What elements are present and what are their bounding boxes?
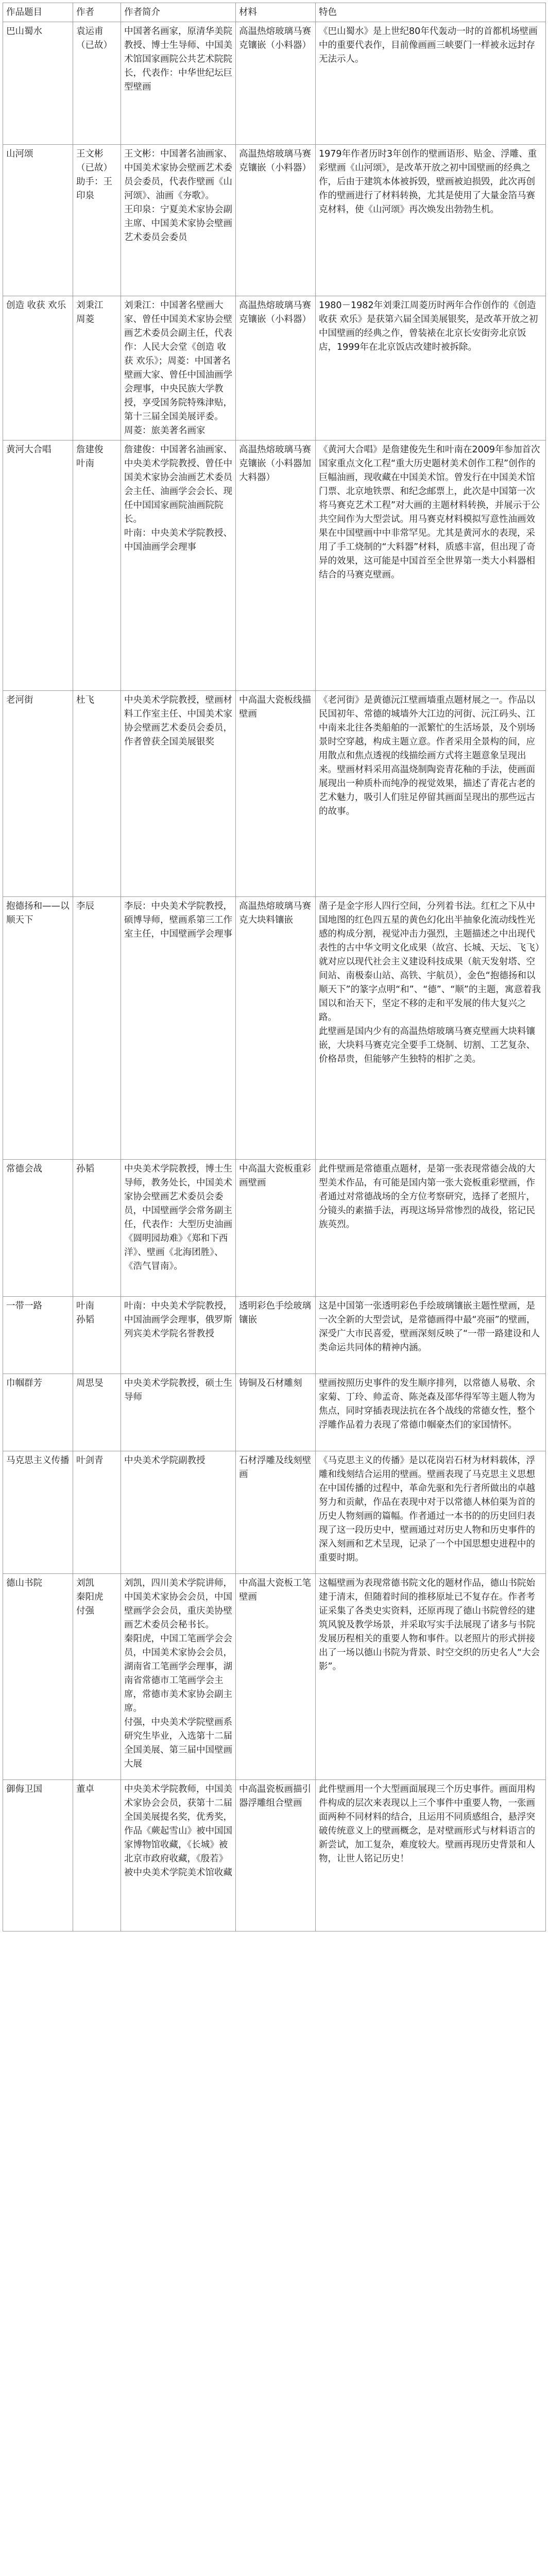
artwork-title-cell: 黄河大合唱 — [3, 440, 73, 691]
artwork-title-cell: 创造 收获 欢乐 — [3, 296, 73, 440]
artwork-feature-cell — [316, 1374, 546, 1451]
artwork-feature-cell — [316, 1451, 546, 1574]
table-row — [3, 1780, 546, 1931]
feature-paragraph: 《马克思主义的传播》是以花岗岩石材为材料载体，浮雕和线刻结合运用的壁画。壁画表现了马克思主义思想在中国传播的过程中，革命先驱和先行者所做出的卓越努力和贡献，作品在表现中对于以常德人林伯渠为首的历史人物刻画的篇幅。作者通过一本书的的历史回归表现了这一段历史中，壁画通过对历史人物和历史事件的深入刻画和艺术呈现，记录了一个中国思想史进程中的重要时期。 — [319, 1455, 535, 1563]
table-row — [3, 1374, 546, 1451]
artwork-title-cell: 德山书院 — [3, 1574, 73, 1780]
artwork-author-cell: 董卓 — [73, 1780, 121, 1931]
artwork-title-cell: 马克思主义传播 — [3, 1451, 73, 1574]
artwork-feature-cell — [316, 1160, 546, 1297]
table-row — [3, 1451, 546, 1574]
bio-paragraph: 王文彬：中国著名油画家、中国美术家协会壁画艺术委员会委员，代表作壁画《山河颂》、油画《夯歌》。 — [124, 149, 232, 201]
table-row — [3, 22, 546, 145]
artwork-bio-cell — [121, 22, 236, 145]
artwork-bio-cell — [121, 1780, 236, 1931]
artwork-feature-cell — [316, 440, 546, 691]
artwork-feature-cell — [316, 22, 546, 145]
bio-paragraph: 秦阳虎，中国工笔画学会会员，中国美术家协会会员，湖南省工笔画学会理事，湖南省常德市工笔画学会主席，常德市美术家协会副主席。 — [124, 1634, 232, 1714]
artwork-feature-cell — [316, 1780, 546, 1931]
bio-paragraph: 付强，中央美术学院壁画系研究生毕业，入选第十二届全国美展、第三届中国壁画大展 — [124, 1717, 232, 1769]
artwork-author-cell: 杜飞 — [73, 691, 121, 897]
feature-paragraph: 此壁画是国内少有的高温热熔玻璃马赛克壁画大块料镶嵌，大块料马赛克完全要手工烧制、切割、工艺复杂、价格昂贵，但能够产生独特的相扩之美。 — [319, 1026, 535, 1064]
artwork-material-cell: 高温热熔玻璃马赛克镶嵌（小料器） — [236, 296, 316, 440]
artwork-author-cell: 王文彬（已故） 助手：王印泉 — [73, 145, 121, 296]
artwork-author-cell: 周思旻 — [73, 1374, 121, 1451]
header-material: 材料 — [236, 3, 316, 22]
artwork-bio-cell — [121, 440, 236, 691]
artwork-title-cell: 御侮卫国 — [3, 1780, 73, 1931]
artwork-material-cell: 铸铜及石材雕刻 — [236, 1374, 316, 1451]
bio-paragraph: 中央美术学院副教授 — [124, 1455, 206, 1466]
artwork-feature-cell — [316, 296, 546, 440]
bio-paragraph: 中央美术学院教授，硕士生导师 — [124, 1378, 232, 1402]
bio-paragraph: 中央美术学院教师，中国美术家协会会员，获第十二届全国美展提名奖，优秀奖，作品《蕨起雪山》被中国国家博物馆收藏，《长城》被北京市政府收藏，《殷若》被中央美术学院美术馆收藏 — [124, 1784, 232, 1878]
feature-paragraph: 《巴山蜀水》是上世纪80年代轰动一时的首都机场壁画中的重要代表作，目前像画画三峡要门一样被永远封存无法示人。 — [319, 26, 538, 64]
artwork-bio-cell — [121, 1451, 236, 1574]
artwork-bio-cell — [121, 1374, 236, 1451]
feature-paragraph: 这是中国第一张透明彩色手绘玻璃镶嵌主题性壁画，是一次全新的大型尝试，是常德画得中最“亮丽”的壁画，深受广大市民喜爱，壁画深刻反映了“一带一路建设和人类命运共同体的精神内涵。 — [319, 1301, 540, 1353]
bio-paragraph: 刘秉江：中国著名壁画大家、曾任中国美术家协会壁画艺术委员会副主任，代表作：人民大会堂《创造 收获 欢乐》；周菱：中国著名壁画大家、曾任中国油画学会理事，中央民族大学教授，享受国务院特殊津贴，第十三届全国美展评委。 — [124, 300, 232, 422]
artwork-feature-cell — [316, 1574, 546, 1780]
bio-paragraph: 李辰：中央美术学院教授，硕博导师，壁画系第三工作室主任，中国壁画学会理事 — [124, 901, 232, 939]
feature-paragraph: 1980－1982年刘秉江周菱历时两年合作创作的《创造 收获 欢乐》是获第六届全国美展银奖，是改革开放之初中国壁画的经典之作，曾装裱在北京长安街旁北京饭店，1999年在北京饭店改建时被拆除。 — [319, 300, 538, 352]
bio-paragraph: 中国著名画家，原清华美院教授、博士生导师、中国美术馆国家画院公共艺术院院长，代表作：中华世纪坛巨型壁画 — [124, 26, 232, 92]
bio-paragraph: 中央美术学院教授，博士生导师，教务处长，中国美术家协会壁画艺术委员会委员，中国壁画学会常务副主任，代表作：大型历史油画《圆明园劫难》《郑和下西洋》、壁画《北海团胜》、《浩气冒南》。 — [124, 1164, 232, 1272]
table-row — [3, 296, 546, 440]
artwork-title-cell: 一带一路 — [3, 1297, 73, 1374]
bio-paragraph: 叶南：中央美术学院教授，中国油画学会理事，俄罗斯列宾美术学院名誉教授 — [124, 1301, 232, 1339]
bio-paragraph: 刘凯，四川美术学院讲师，中国美术家协会会员，中国壁画学会会员，重庆美协壁画艺术委员会秘书长。 — [124, 1578, 232, 1630]
artwork-bio-cell — [121, 691, 236, 897]
artwork-author-cell: 叶剑青 — [73, 1451, 121, 1574]
table-row — [3, 1297, 546, 1374]
artwork-material-cell: 中高温大瓷板重彩画壁画 — [236, 1160, 316, 1297]
artwork-material-cell: 石材浮雕及线刻壁画 — [236, 1451, 316, 1574]
artwork-feature-cell — [316, 897, 546, 1160]
artwork-feature-cell — [316, 145, 546, 296]
bio-paragraph: 詹建俊：中国著名油画家、中央美术学院教授、曾任中国美术家协会油画艺术委员会主任、油画学会会长、现任中国国家画院油画院院长。 — [124, 445, 232, 524]
artwork-feature-cell — [316, 691, 546, 897]
artwork-table — [3, 3, 546, 1931]
artwork-bio-cell — [121, 897, 236, 1160]
artwork-material-cell: 中高温瓷板画描引器浮雕组合壁画 — [236, 1780, 316, 1931]
table-body — [3, 22, 546, 1931]
artwork-material-cell: 高温热熔玻璃马赛克镶嵌（小料器） — [236, 22, 316, 145]
artwork-author-cell: 袁运甫（已故） — [73, 22, 121, 145]
artwork-author-cell: 刘秉江 周菱 — [73, 296, 121, 440]
bio-paragraph: 周菱：旅美著名画家 — [124, 426, 206, 436]
header-feature: 特色 — [316, 3, 546, 22]
artwork-material-cell: 高温热熔玻璃马赛克镶嵌（小料器加大料器） — [236, 440, 316, 691]
artwork-bio-cell — [121, 1297, 236, 1374]
artwork-author-cell: 李辰 — [73, 897, 121, 1160]
table-row — [3, 897, 546, 1160]
artwork-author-cell: 叶南 孙韬 — [73, 1297, 121, 1374]
feature-paragraph: 壁画按照历史事件的发生顺序排列，以常德人易敬、余家菊、丁玲、帅孟奇、陈尧森及邵华得军等主题人物为焦点，同时穿插表现法抗在各个战线的常德女性，整个浮雕作品着力表现了常德巾帼豪杰们的家国情怀。 — [319, 1378, 535, 1430]
feature-paragraph: 此件壁画是常德重点题材，是第一张表现常德会战的大型美术作品，有可能是国内第一张大瓷板重彩壁画，作者通过对常德战场的全方位考察研究，选择了老照片，分镜头的素描手法，再现这场异常惨烈的战役，铭记民族英烈。 — [319, 1164, 535, 1230]
table-row — [3, 691, 546, 897]
artwork-author-cell: 詹建俊 叶南 — [73, 440, 121, 691]
table-row — [3, 1160, 546, 1297]
artwork-title-cell: 巴山蜀水 — [3, 22, 73, 145]
artwork-title-cell: 山河颂 — [3, 145, 73, 296]
artwork-title-cell: 抱德扬和——以顺天下 — [3, 897, 73, 1160]
artwork-author-cell: 刘凯 秦阳虎 付强 — [73, 1574, 121, 1780]
table-row — [3, 145, 546, 296]
feature-paragraph: 《黄河大合唱》是詹建俊先生和叶南在2009年参加首次国家重点文化工程“重大历史题材美术创作工程”创作的巨幅油画，现收藏在中国美术馆。曾发行在中国美术馆门票、北京地铁票、和纪念邮票上，此次是中国第一次将马赛克艺术工程”对大画的主题材料转换，并展示于公共空间作为大型尝试。用马赛克材料模拟写意性油画效果在中国壁画中中非常罕见。尤其是黄河水的表现，采用了手工烧制的“大料器”材料，质感丰富，但出现了奇异的效果，这可能是中国首至全世界第一类大小料器相结合的马赛克壁画。 — [319, 445, 540, 580]
feature-paragraph: 这幅壁画为表现常德书院文化的题材作品，德山书院始建于清末，但随着时间的推移原址已不复存在。作者考证采集了各类史实资料，还原再现了德山书院曾经的建筑风貌及教学场景，并采取写实手法展现了诸多与书院发展历程相关的重要人物和事件。以老照片的形式拼接出了一场以德山书院为背景、时空交织的历史名人“大会影”。 — [319, 1578, 540, 1672]
header-row — [3, 3, 546, 22]
artwork-author-cell: 孙韬 — [73, 1160, 121, 1297]
artwork-title-cell: 巾帼群芳 — [3, 1374, 73, 1451]
artwork-material-cell: 高温热熔玻璃马赛克镶嵌（小料器） — [236, 145, 316, 296]
header-author: 作者 — [73, 3, 121, 22]
artwork-material-cell: 中高温大瓷板工笔壁画 — [236, 1574, 316, 1780]
artwork-bio-cell — [121, 145, 236, 296]
header-bio: 作者简介 — [121, 3, 236, 22]
artwork-bio-cell — [121, 1160, 236, 1297]
artwork-bio-cell — [121, 1574, 236, 1780]
bio-paragraph: 中央美术学院教授，壁画材料工作室主任、中国美术家协会壁画艺术委员会委员，作者曾获全国美展银奖 — [124, 695, 232, 747]
artwork-material-cell: 高温热熔玻璃马赛克大块料镶嵌 — [236, 897, 316, 1160]
artwork-bio-cell — [121, 296, 236, 440]
artwork-material-cell: 中高温大瓷板线描壁画 — [236, 691, 316, 897]
feature-paragraph: 《老河街》是黄德沅江壁画墙重点题材展之一。作品以民国初年、常德的城墙外大江边的河街、沅江码头、江中南来北往各类船舶的一派繁忙的生活场景，及个别场景时空穿越，构成主题立意。作者采用全景构的间，应用散点和焦点透视的线描绘画方式将主题意象呈现出来。壁画材料采用高温烧制陶瓷青花釉的手法，使画面展现出一种质朴而纯净的视觉效果，描述了青花古老的艺术魅力，吸引人们驻足停留其画面呈现出的那些远古的故事。 — [319, 695, 535, 817]
bio-paragraph: 王印泉：宁夏美术家协会副主席、中国美术家协会壁画艺术委员会委员 — [124, 205, 232, 243]
header-title: 作品题目 — [3, 3, 73, 22]
artwork-material-cell: 透明彩色手绘玻璃镶嵌 — [236, 1297, 316, 1374]
artwork-title-cell: 常德会战 — [3, 1160, 73, 1297]
artwork-feature-cell — [316, 1297, 546, 1374]
feature-paragraph: 此件壁画用一个大型画面展现三个历史事件。画面用构件构成的层次来表现以上三个事件中重要人物，一张画面两种不同材料的结合，且运用不同质感组合，悬浮突破传统意义上的壁画概念，是对壁画形式与材料语言的新尝试，加工复杂，难度较大。壁画再现历史背景和人物，让世人铭记历史！ — [319, 1784, 535, 1864]
table-row — [3, 1574, 546, 1780]
feature-paragraph: 1979年作者历时3年创作的壁画语形、贴金、浮雕、重彩壁画《山河颂》，是改革开放之初中国壁画的经典之作，后由于建筑本体被拆毁，壁画被迫损毁，此次再创作的壁画进行了材料转换，尤其是使用了大量金箔马赛克材料，使《山河颂》再次焕发出勃勃生机。 — [319, 149, 537, 215]
table-row — [3, 440, 546, 691]
artwork-title-cell: 老河街 — [3, 691, 73, 897]
feature-paragraph: 凿子是金字形人四行空间，分列着书法。红杠之下从中国地图的红色四五星的黄色幻化出半抽象化流动线性光感的构成分割，视觉冲击力强烈，主题描述之中出现代表性的古中华文明文化成果（故宫、长城、天坛、飞飞）就对应以现代社会主义建设科技成果（航天发射塔、空间站、南极泰山站、高铁、宇航员），金色“抱德扬和以顺天下”的篆字点明“和”、“德”、“顺”的主题，寓意着我国以和治天下，坚定不移的走和平发展的伟大复兴之路。 — [319, 901, 541, 1023]
bio-paragraph: 叶南：中央美术学院教授、中国油画学会理事 — [124, 528, 232, 552]
